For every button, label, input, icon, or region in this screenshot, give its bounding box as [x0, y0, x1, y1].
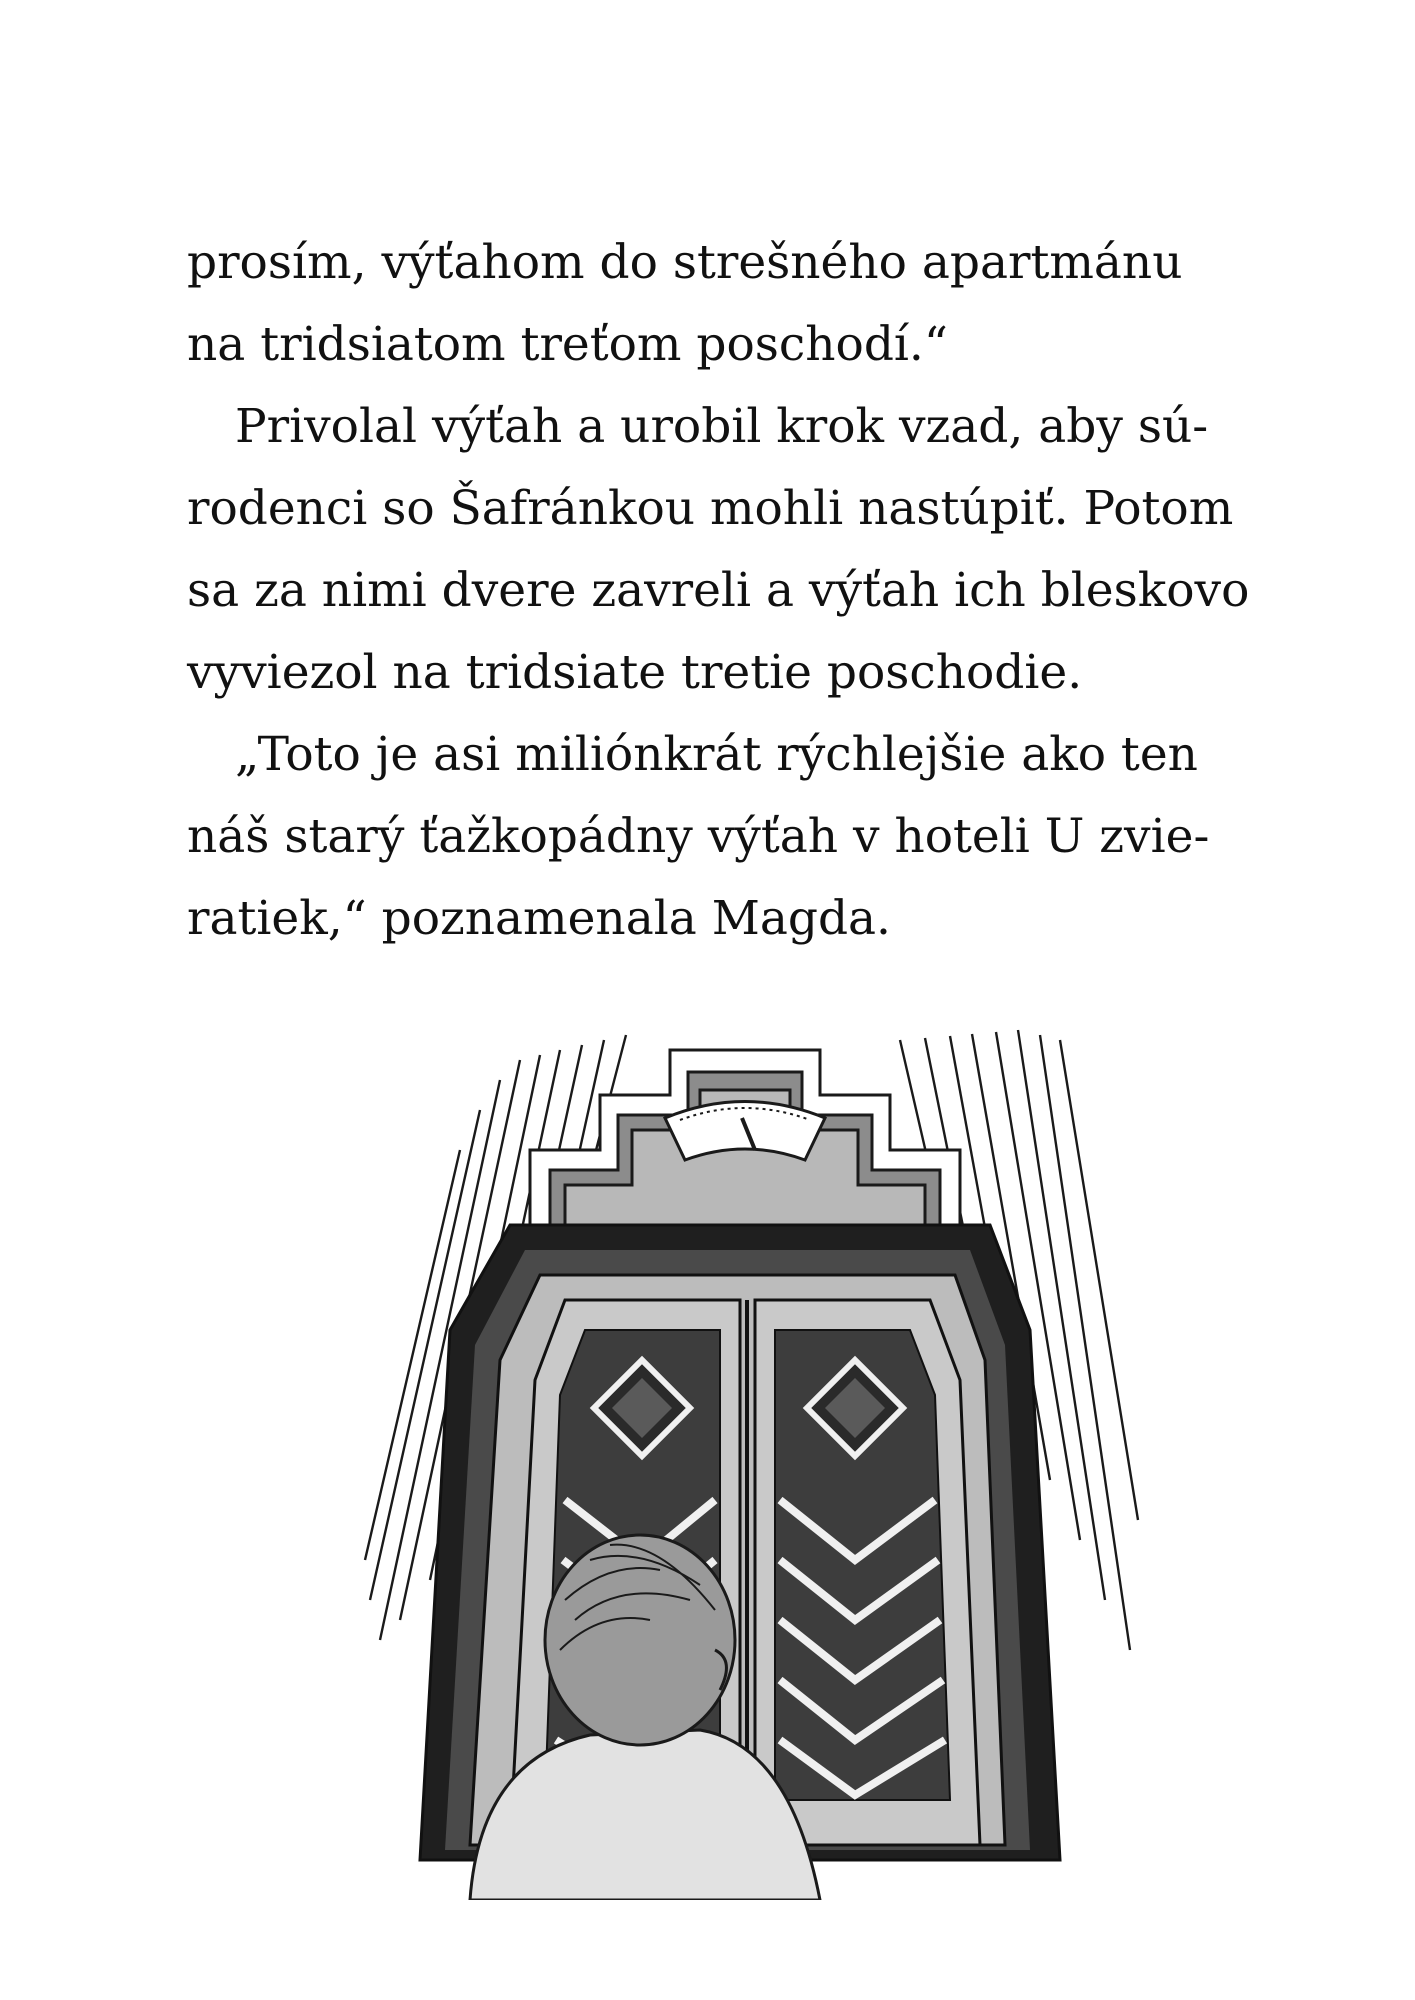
- body-text: [187, 222, 1250, 960]
- text-line: Privolal výťah a urobil krok vzad, aby sú-: [235, 399, 1209, 454]
- elevator-illustration: [360, 1000, 1140, 1900]
- text-line: prosím, výťahom do strešného apartmánu: [187, 235, 1183, 290]
- text-line: vyviezol na tridsiate tretie poschodie.: [187, 645, 1083, 700]
- right-door-panel: [755, 1300, 980, 1845]
- text-line: sa za nimi dvere zavreli a výťah ich bleskovo: [187, 563, 1250, 618]
- text-line: rodenci so Šafránkou mohli nastúpiť. Potom: [187, 481, 1234, 536]
- text-line: ratiek,“ poznamenala Magda.: [187, 891, 891, 946]
- text-line: „Toto je asi miliónkrát rýchlejšie ako ten: [235, 727, 1198, 782]
- text-line: náš starý ťažkopádny výťah v hoteli U zvie-: [187, 809, 1210, 864]
- text-line: na tridsiatom treťom poschodí.“: [187, 317, 948, 372]
